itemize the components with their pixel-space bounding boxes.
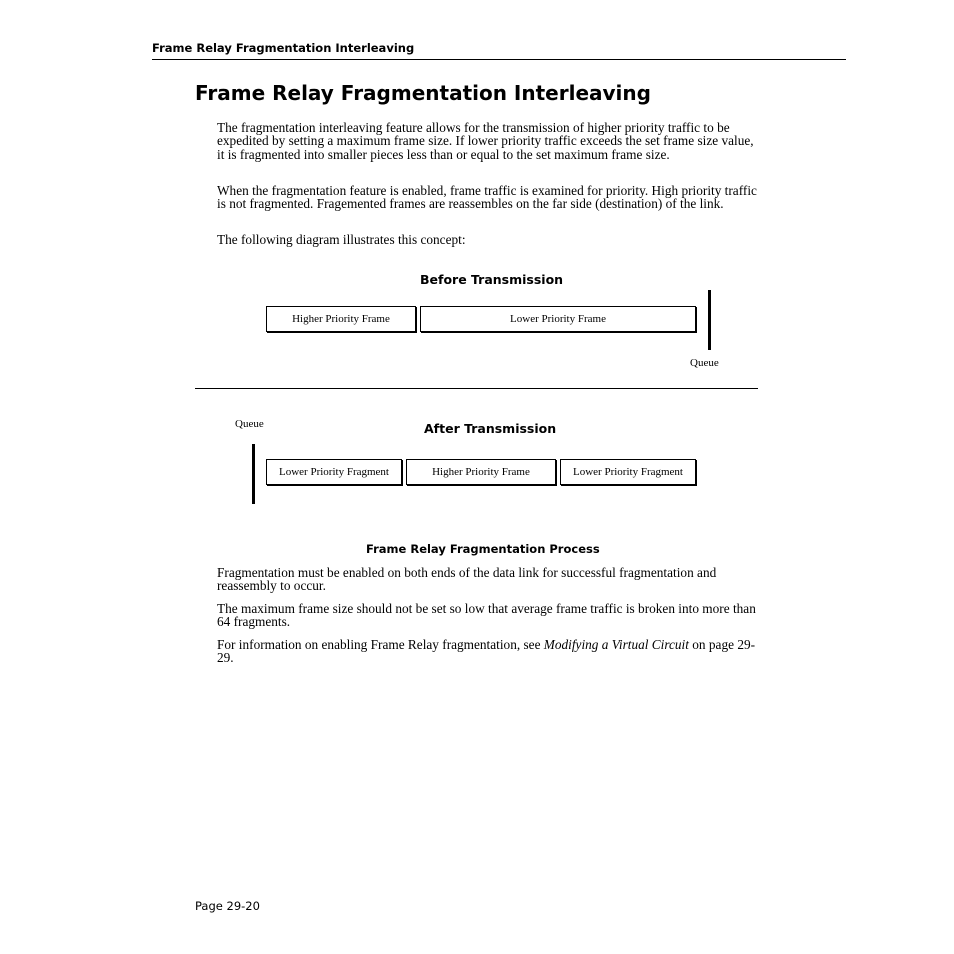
before-queue-bar bbox=[708, 290, 711, 350]
after-queue-label: Queue bbox=[235, 418, 264, 430]
reference-suffix: on page 29-29. bbox=[217, 637, 756, 666]
diagram-caption: Frame Relay Fragmentation Process bbox=[366, 542, 600, 556]
diagram-divider bbox=[195, 388, 758, 389]
after-queue-bar bbox=[252, 444, 255, 504]
before-transmission-label: Before Transmission bbox=[420, 272, 564, 287]
before-lower-priority-frame: Lower Priority Frame bbox=[420, 306, 696, 332]
after-transmission-label: After Transmission bbox=[424, 421, 557, 436]
after-higher-priority-frame: Higher Priority Frame bbox=[406, 459, 556, 485]
priority-paragraph: When the fragmentation feature is enabled, frame traffic is examined for priority. High priority traffic is not fragmented. Fragemented frames are reassembles on the far side (destination) of the link. bbox=[217, 183, 757, 212]
max-frame-size-paragraph: The maximum frame size should not be set so low that average frame traffic is broken into more than 64 fragments. bbox=[217, 601, 756, 630]
reference-prefix: For information on enabling Frame Relay fragmentation, see bbox=[217, 637, 544, 652]
running-header: Frame Relay Fragmentation Interleaving bbox=[152, 41, 415, 55]
page-number: Page 29-20 bbox=[195, 899, 260, 913]
reference-link[interactable]: Modifying a Virtual Circuit bbox=[543, 637, 689, 652]
enable-both-ends-paragraph: Fragmentation must be enabled on both ends of the data link for successful fragmentation and reassembly to occur. bbox=[217, 565, 717, 594]
after-lower-priority-fragment-2: Lower Priority Fragment bbox=[560, 459, 696, 485]
diagram-intro-paragraph: The following diagram illustrates this concept: bbox=[217, 232, 466, 247]
before-higher-priority-frame: Higher Priority Frame bbox=[266, 306, 416, 332]
intro-paragraph: The fragmentation interleaving feature allows for the transmission of higher priority traffic to be expedited by setting a maximum frame size. If lower priority traffic exceeds the set frame size value, it is fragmented into smaller pieces less than or equal to the set maximum frame size. bbox=[217, 120, 754, 162]
reference-paragraph bbox=[217, 638, 757, 665]
after-lower-priority-fragment-1: Lower Priority Fragment bbox=[266, 459, 402, 485]
header-rule bbox=[152, 59, 846, 60]
before-queue-label: Queue bbox=[690, 357, 719, 369]
page-title: Frame Relay Fragmentation Interleaving bbox=[195, 81, 651, 105]
